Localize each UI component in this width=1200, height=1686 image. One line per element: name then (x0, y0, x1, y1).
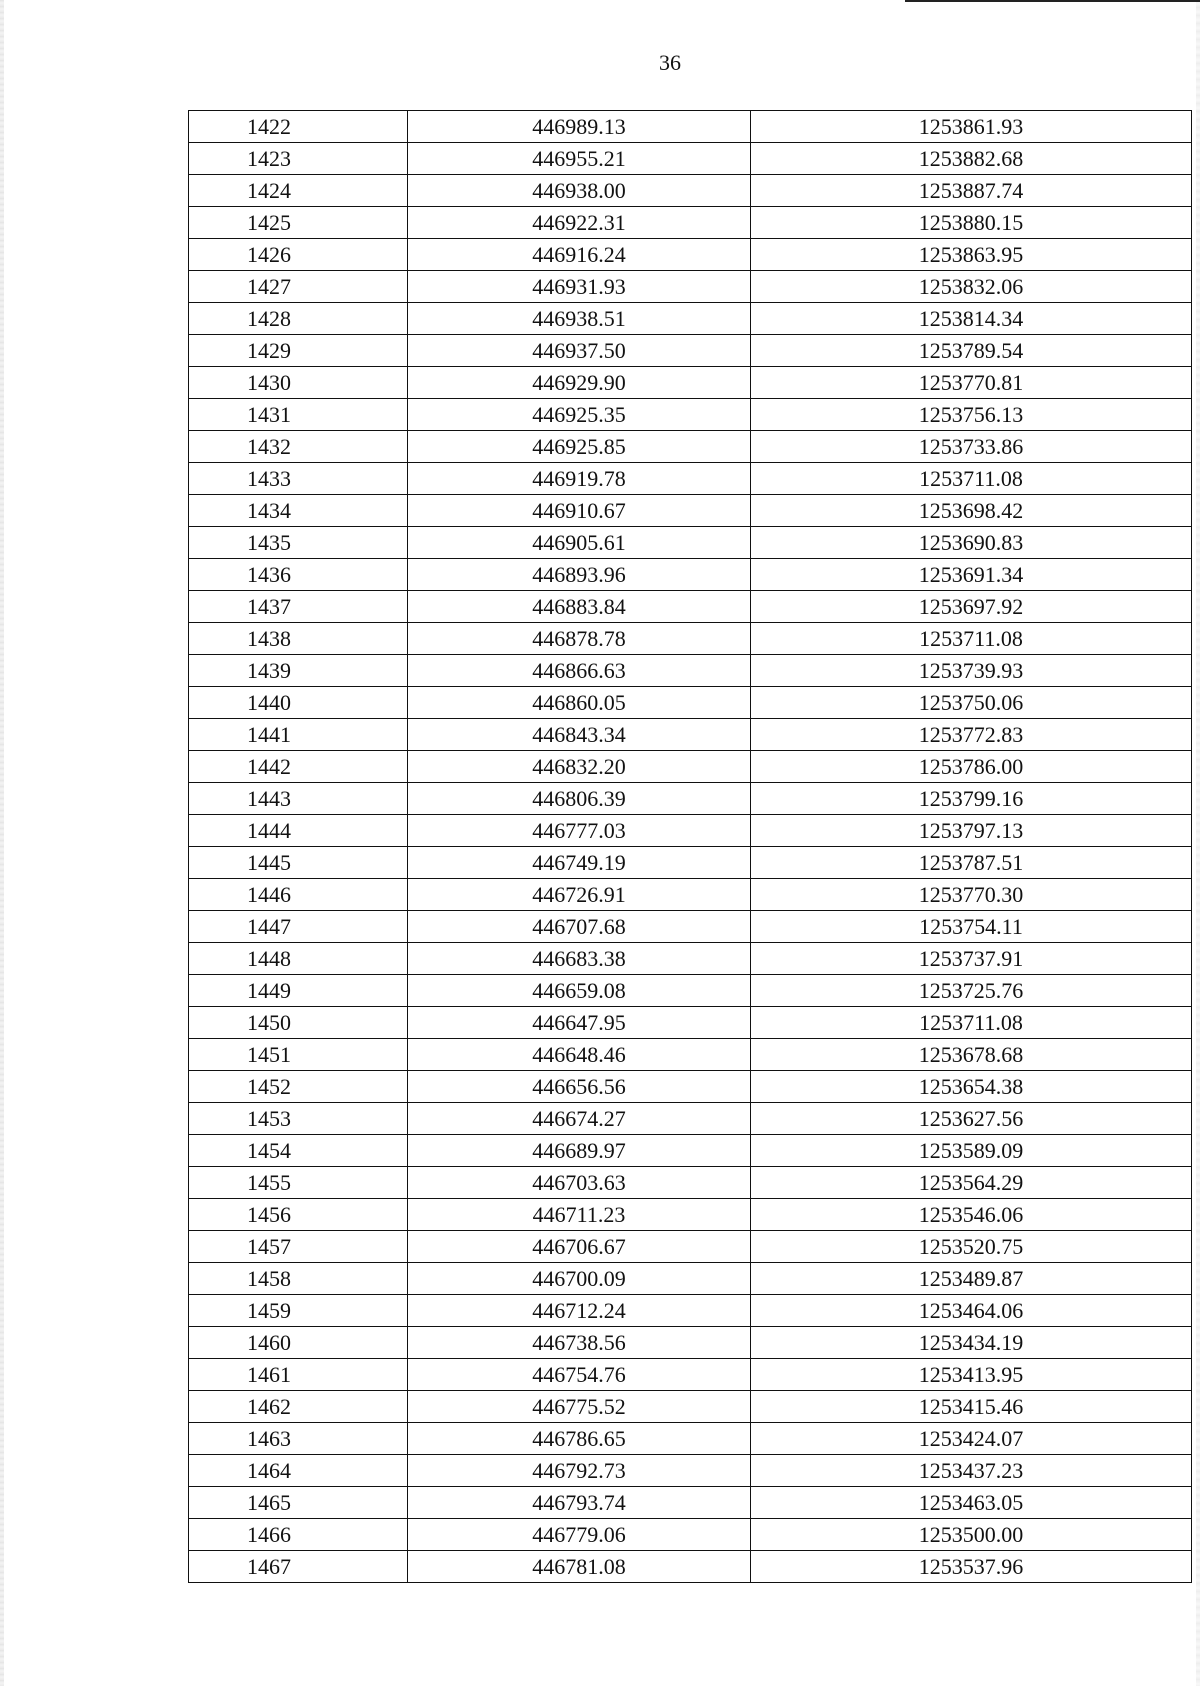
point-number-cell: 1460 (189, 1327, 408, 1359)
y-coordinate-cell: 1253789.54 (751, 335, 1192, 367)
x-coordinate-cell: 446786.65 (408, 1423, 751, 1455)
x-coordinate-cell: 446919.78 (408, 463, 751, 495)
x-coordinate-cell: 446910.67 (408, 495, 751, 527)
table-row (189, 1295, 1192, 1327)
point-number-cell: 1449 (189, 975, 408, 1007)
table-row (189, 847, 1192, 879)
y-coordinate-cell: 1253415.46 (751, 1391, 1192, 1423)
x-coordinate-cell: 446989.13 (408, 111, 751, 143)
top-rule (905, 0, 1200, 2)
point-number-cell: 1450 (189, 1007, 408, 1039)
table-row (189, 1039, 1192, 1071)
point-number-cell: 1446 (189, 879, 408, 911)
x-coordinate-cell: 446931.93 (408, 271, 751, 303)
x-coordinate-cell: 446779.06 (408, 1519, 751, 1551)
x-coordinate-cell: 446700.09 (408, 1263, 751, 1295)
table-row (189, 111, 1192, 143)
table-row (189, 1455, 1192, 1487)
point-number-cell: 1434 (189, 495, 408, 527)
table-row (189, 335, 1192, 367)
y-coordinate-cell: 1253772.83 (751, 719, 1192, 751)
table-row (189, 975, 1192, 1007)
y-coordinate-cell: 1253711.08 (751, 463, 1192, 495)
y-coordinate-cell: 1253861.93 (751, 111, 1192, 143)
point-number-cell: 1443 (189, 783, 408, 815)
coordinates-table-body (189, 111, 1192, 1583)
point-number-cell: 1466 (189, 1519, 408, 1551)
table-row (189, 1231, 1192, 1263)
point-number-cell: 1458 (189, 1263, 408, 1295)
y-coordinate-cell: 1253737.91 (751, 943, 1192, 975)
table-row (189, 207, 1192, 239)
x-coordinate-cell: 446689.97 (408, 1135, 751, 1167)
y-coordinate-cell: 1253739.93 (751, 655, 1192, 687)
y-coordinate-cell: 1253797.13 (751, 815, 1192, 847)
table-row (189, 1359, 1192, 1391)
table-row (189, 367, 1192, 399)
table-row (189, 559, 1192, 591)
x-coordinate-cell: 446792.73 (408, 1455, 751, 1487)
table-row (189, 1167, 1192, 1199)
point-number-cell: 1452 (189, 1071, 408, 1103)
table-row (189, 1135, 1192, 1167)
table-row (189, 1103, 1192, 1135)
x-coordinate-cell: 446955.21 (408, 143, 751, 175)
y-coordinate-cell: 1253500.00 (751, 1519, 1192, 1551)
table-row (189, 943, 1192, 975)
point-number-cell: 1463 (189, 1423, 408, 1455)
y-coordinate-cell: 1253437.23 (751, 1455, 1192, 1487)
y-coordinate-cell: 1253754.11 (751, 911, 1192, 943)
point-number-cell: 1461 (189, 1359, 408, 1391)
x-coordinate-cell: 446659.08 (408, 975, 751, 1007)
x-coordinate-cell: 446711.23 (408, 1199, 751, 1231)
x-coordinate-cell: 446656.56 (408, 1071, 751, 1103)
y-coordinate-cell: 1253880.15 (751, 207, 1192, 239)
x-coordinate-cell: 446703.63 (408, 1167, 751, 1199)
point-number-cell: 1426 (189, 239, 408, 271)
y-coordinate-cell: 1253786.00 (751, 751, 1192, 783)
point-number-cell: 1435 (189, 527, 408, 559)
x-coordinate-cell: 446777.03 (408, 815, 751, 847)
x-coordinate-cell: 446938.51 (408, 303, 751, 335)
y-coordinate-cell: 1253654.38 (751, 1071, 1192, 1103)
point-number-cell: 1465 (189, 1487, 408, 1519)
y-coordinate-cell: 1253882.68 (751, 143, 1192, 175)
y-coordinate-cell: 1253863.95 (751, 239, 1192, 271)
x-coordinate-cell: 446878.78 (408, 623, 751, 655)
point-number-cell: 1467 (189, 1551, 408, 1583)
x-coordinate-cell: 446860.05 (408, 687, 751, 719)
table-row (189, 399, 1192, 431)
point-number-cell: 1432 (189, 431, 408, 463)
point-number-cell: 1445 (189, 847, 408, 879)
x-coordinate-cell: 446647.95 (408, 1007, 751, 1039)
x-coordinate-cell: 446648.46 (408, 1039, 751, 1071)
point-number-cell: 1437 (189, 591, 408, 623)
y-coordinate-cell: 1253413.95 (751, 1359, 1192, 1391)
x-coordinate-cell: 446938.00 (408, 175, 751, 207)
table-row (189, 655, 1192, 687)
point-number-cell: 1425 (189, 207, 408, 239)
point-number-cell: 1456 (189, 1199, 408, 1231)
y-coordinate-cell: 1253464.06 (751, 1295, 1192, 1327)
scan-edge-left (0, 0, 4, 1686)
y-coordinate-cell: 1253756.13 (751, 399, 1192, 431)
point-number-cell: 1424 (189, 175, 408, 207)
x-coordinate-cell: 446922.31 (408, 207, 751, 239)
x-coordinate-cell: 446707.68 (408, 911, 751, 943)
point-number-cell: 1462 (189, 1391, 408, 1423)
point-number-cell: 1444 (189, 815, 408, 847)
y-coordinate-cell: 1253537.96 (751, 1551, 1192, 1583)
y-coordinate-cell: 1253697.92 (751, 591, 1192, 623)
point-number-cell: 1431 (189, 399, 408, 431)
point-number-cell: 1438 (189, 623, 408, 655)
y-coordinate-cell: 1253627.56 (751, 1103, 1192, 1135)
table-row (189, 1487, 1192, 1519)
table-row (189, 911, 1192, 943)
table-row (189, 527, 1192, 559)
x-coordinate-cell: 446832.20 (408, 751, 751, 783)
y-coordinate-cell: 1253787.51 (751, 847, 1192, 879)
x-coordinate-cell: 446929.90 (408, 367, 751, 399)
point-number-cell: 1436 (189, 559, 408, 591)
table-row (189, 719, 1192, 751)
coordinates-table (188, 110, 1192, 1583)
table-row (189, 879, 1192, 911)
y-coordinate-cell: 1253832.06 (751, 271, 1192, 303)
table-row (189, 591, 1192, 623)
x-coordinate-cell: 446937.50 (408, 335, 751, 367)
page-number: 36 (659, 50, 681, 75)
y-coordinate-cell: 1253463.05 (751, 1487, 1192, 1519)
x-coordinate-cell: 446749.19 (408, 847, 751, 879)
table-row (189, 239, 1192, 271)
x-coordinate-cell: 446738.56 (408, 1327, 751, 1359)
point-number-cell: 1451 (189, 1039, 408, 1071)
scan-edge-right (1196, 0, 1200, 1686)
table-row (189, 431, 1192, 463)
point-number-cell: 1464 (189, 1455, 408, 1487)
table-row (189, 463, 1192, 495)
y-coordinate-cell: 1253711.08 (751, 623, 1192, 655)
y-coordinate-cell: 1253814.34 (751, 303, 1192, 335)
y-coordinate-cell: 1253690.83 (751, 527, 1192, 559)
x-coordinate-cell: 446905.61 (408, 527, 751, 559)
table-row (189, 623, 1192, 655)
x-coordinate-cell: 446674.27 (408, 1103, 751, 1135)
x-coordinate-cell: 446843.34 (408, 719, 751, 751)
point-number-cell: 1459 (189, 1295, 408, 1327)
y-coordinate-cell: 1253733.86 (751, 431, 1192, 463)
x-coordinate-cell: 446712.24 (408, 1295, 751, 1327)
point-number-cell: 1455 (189, 1167, 408, 1199)
y-coordinate-cell: 1253887.74 (751, 175, 1192, 207)
table-row (189, 1519, 1192, 1551)
table-row (189, 495, 1192, 527)
x-coordinate-cell: 446925.35 (408, 399, 751, 431)
y-coordinate-cell: 1253564.29 (751, 1167, 1192, 1199)
table-row (189, 175, 1192, 207)
y-coordinate-cell: 1253520.75 (751, 1231, 1192, 1263)
x-coordinate-cell: 446916.24 (408, 239, 751, 271)
point-number-cell: 1430 (189, 367, 408, 399)
y-coordinate-cell: 1253698.42 (751, 495, 1192, 527)
point-number-cell: 1440 (189, 687, 408, 719)
x-coordinate-cell: 446893.96 (408, 559, 751, 591)
table-row (189, 1391, 1192, 1423)
point-number-cell: 1439 (189, 655, 408, 687)
y-coordinate-cell: 1253434.19 (751, 1327, 1192, 1359)
y-coordinate-cell: 1253546.06 (751, 1199, 1192, 1231)
table-row (189, 1551, 1192, 1583)
y-coordinate-cell: 1253589.09 (751, 1135, 1192, 1167)
table-row (189, 815, 1192, 847)
x-coordinate-cell: 446754.76 (408, 1359, 751, 1391)
y-coordinate-cell: 1253750.06 (751, 687, 1192, 719)
table-row (189, 1199, 1192, 1231)
table-row (189, 783, 1192, 815)
point-number-cell: 1442 (189, 751, 408, 783)
y-coordinate-cell: 1253770.81 (751, 367, 1192, 399)
y-coordinate-cell: 1253770.30 (751, 879, 1192, 911)
x-coordinate-cell: 446781.08 (408, 1551, 751, 1583)
x-coordinate-cell: 446925.85 (408, 431, 751, 463)
table-row (189, 751, 1192, 783)
point-number-cell: 1423 (189, 143, 408, 175)
point-number-cell: 1441 (189, 719, 408, 751)
table-row (189, 1071, 1192, 1103)
x-coordinate-cell: 446793.74 (408, 1487, 751, 1519)
point-number-cell: 1433 (189, 463, 408, 495)
x-coordinate-cell: 446706.67 (408, 1231, 751, 1263)
table-row (189, 1263, 1192, 1295)
y-coordinate-cell: 1253725.76 (751, 975, 1192, 1007)
x-coordinate-cell: 446866.63 (408, 655, 751, 687)
table-row (189, 271, 1192, 303)
y-coordinate-cell: 1253799.16 (751, 783, 1192, 815)
point-number-cell: 1454 (189, 1135, 408, 1167)
point-number-cell: 1427 (189, 271, 408, 303)
x-coordinate-cell: 446883.84 (408, 591, 751, 623)
table-row (189, 143, 1192, 175)
point-number-cell: 1428 (189, 303, 408, 335)
coordinates-table-wrapper (188, 110, 1130, 1583)
y-coordinate-cell: 1253691.34 (751, 559, 1192, 591)
table-row (189, 1327, 1192, 1359)
point-number-cell: 1447 (189, 911, 408, 943)
table-row (189, 1423, 1192, 1455)
point-number-cell: 1457 (189, 1231, 408, 1263)
x-coordinate-cell: 446806.39 (408, 783, 751, 815)
table-row (189, 687, 1192, 719)
table-row (189, 1007, 1192, 1039)
y-coordinate-cell: 1253489.87 (751, 1263, 1192, 1295)
point-number-cell: 1422 (189, 111, 408, 143)
y-coordinate-cell: 1253678.68 (751, 1039, 1192, 1071)
point-number-cell: 1453 (189, 1103, 408, 1135)
x-coordinate-cell: 446683.38 (408, 943, 751, 975)
point-number-cell: 1429 (189, 335, 408, 367)
y-coordinate-cell: 1253424.07 (751, 1423, 1192, 1455)
x-coordinate-cell: 446775.52 (408, 1391, 751, 1423)
table-row (189, 303, 1192, 335)
point-number-cell: 1448 (189, 943, 408, 975)
y-coordinate-cell: 1253711.08 (751, 1007, 1192, 1039)
x-coordinate-cell: 446726.91 (408, 879, 751, 911)
